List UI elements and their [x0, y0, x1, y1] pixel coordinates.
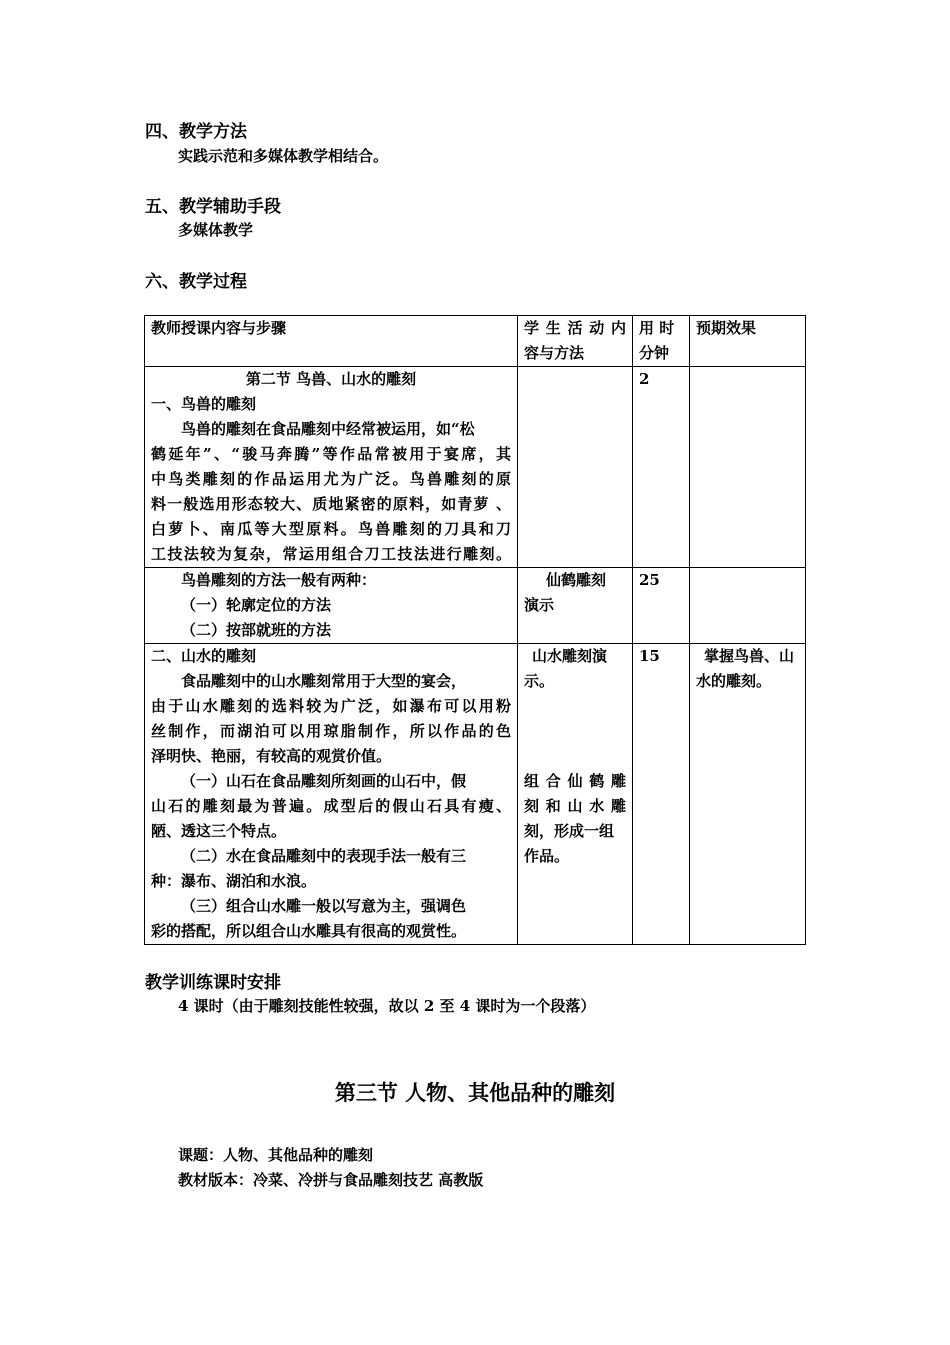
teaching-method-text: 实践示范和多媒体教学相结合。 [178, 147, 389, 165]
row1-content: 第二节 鸟兽、山水的雕刻 一、鸟兽的雕刻 鸟兽的雕刻在食品雕刻中经常被运用，如“松 鹤延年”、“骏马奔腾”等作品常被用于宴席，其 中鸟类雕刻的作品运用尤为广泛。鸟兽雕刻的原 料一般选用形态较大、质地紧密的原料，如青萝 、 白萝卜、南瓜等大型原料。鸟兽雕刻的刀具和刀 工技法较为复杂，常运用组合刀工技法进行雕刻。 [145, 367, 518, 568]
row3-effect: 掌握鸟兽、山 水的雕刻。 [690, 644, 806, 945]
section-title: 第二节 鸟兽、山水的雕刻 [245, 370, 417, 388]
section-three-title: 第三节 人物、其他品种的雕刻 [334, 1080, 616, 1105]
header-time: 用 时 分钟 [633, 316, 690, 367]
table-row [145, 568, 806, 644]
row1-time: 2 [633, 367, 690, 568]
row1-student [518, 367, 633, 568]
heading-training-schedule: 教学训练课时安排 [145, 973, 281, 993]
row3-time: 15 [633, 644, 690, 945]
header-content: 教师授课内容与步骤 [145, 316, 518, 367]
row3-content: 二、山水的雕刻 食品雕刻中的山水雕刻常用于大型的宴会， 由于山水雕刻的选料较为广泛，如瀑布可以用粉 丝制作，而湖泊可以用琼脂制作，所以作品的色 泽明快、艳丽，有较高的观赏价值。 （一）山石在食品雕刻所刻画的山石中，假 山石的雕刻最为普遍。成型后的假山石具有瘦、 陋、透这三个特点。 （二）水在食品雕刻中的表现手法一般有三 种：瀑布、湖泊和水浪。 （三）组合山水雕一般以写意为主，强调色 彩的搭配，所以组合山水雕具有很高的观赏性。 [145, 644, 518, 945]
lesson-plan-table [144, 315, 806, 945]
row1-effect [690, 367, 806, 568]
table-header-row [145, 316, 806, 367]
training-schedule-text: 4 课时（由于雕刻技能性较强，故以 2 至 4 课时为一个段落） [178, 997, 596, 1015]
header-effect: 预期效果 [690, 316, 806, 367]
row2-student: 仙鹤雕刻 演示 [518, 568, 633, 644]
heading-teaching-method: 四、教学方法 [145, 122, 247, 142]
lesson-topic: 课题：人物、其他品种的雕刻 [178, 1146, 374, 1164]
row3-student: 山水雕刻演 示。 组合仙鹤雕 刻和山水雕 刻，形成一组 作品。 [518, 644, 633, 945]
row2-content: 鸟兽雕刻的方法一般有两种： （一）轮廓定位的方法 （二）按部就班的方法 [145, 568, 518, 644]
table-row [145, 644, 806, 945]
heading-teaching-process: 六、教学过程 [145, 272, 247, 292]
row2-effect [690, 568, 806, 644]
teaching-aids-text: 多媒体教学 [178, 221, 254, 239]
textbook-edition: 教材版本：冷菜、冷拼与食品雕刻技艺 高教版 [178, 1171, 484, 1189]
row2-time: 25 [633, 568, 690, 644]
header-student: 学生活动内 容与方法 [518, 316, 633, 367]
heading-teaching-aids: 五、教学辅助手段 [145, 197, 281, 217]
table-row [145, 367, 806, 568]
